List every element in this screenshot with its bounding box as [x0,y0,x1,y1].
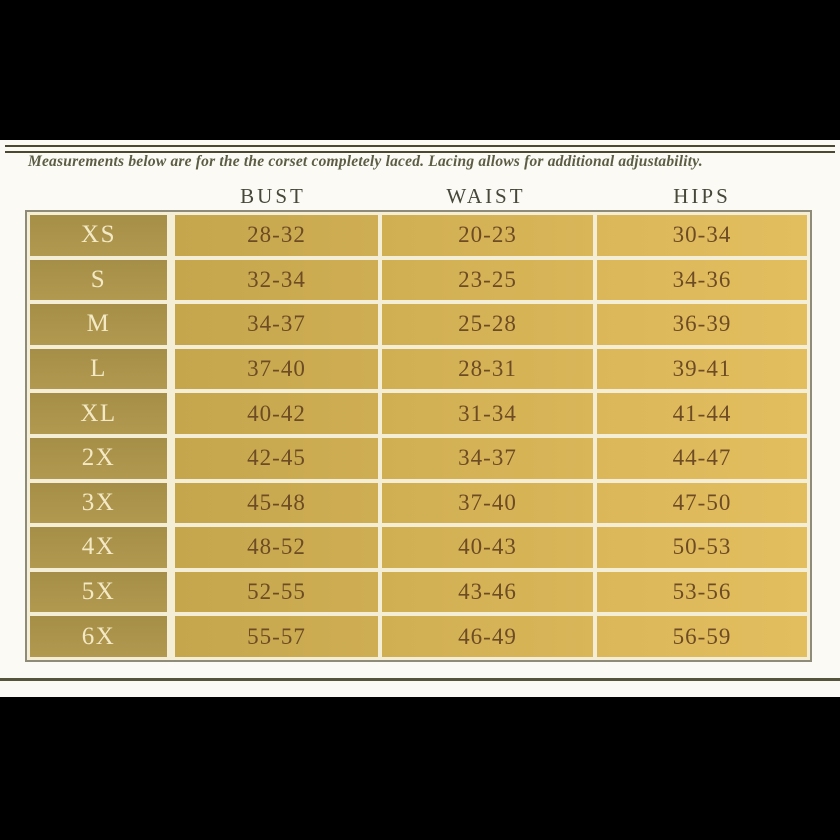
hips-value-cell: 56-59 [597,616,807,657]
size-label-cell: 6X [30,616,167,657]
waist-value-cell: 25-28 [382,304,593,345]
hips-value-cell: 41-44 [597,393,807,434]
table-row [30,616,807,657]
waist-value-cell: 43-46 [382,572,593,613]
size-label-cell: 2X [30,438,167,479]
waist-value-cell: 37-40 [382,483,593,524]
size-label-cell: 5X [30,572,167,613]
size-label-cell: S [30,260,167,301]
bottom-letterbox-bar [0,697,840,840]
hips-value-cell: 44-47 [597,438,807,479]
bottom-rule [0,678,840,681]
table-row [30,304,807,345]
waist-value-cell: 46-49 [382,616,593,657]
column-header-hips: HIPS [673,184,731,208]
hips-value-cell: 36-39 [597,304,807,345]
bust-value-cell: 48-52 [175,527,378,568]
bust-value-cell: 40-42 [175,393,378,434]
hips-value-cell: 53-56 [597,572,807,613]
top-letterbox-bar [0,0,840,140]
column-header-waist: WAIST [446,184,526,208]
top-double-rule [5,145,835,153]
bust-value-cell: 55-57 [175,616,378,657]
table-row [30,483,807,524]
size-chart-table [25,210,812,662]
hips-value-cell: 30-34 [597,215,807,256]
waist-value-cell: 23-25 [382,260,593,301]
table-row [30,260,807,301]
hips-value-cell: 39-41 [597,349,807,390]
bust-value-cell: 28-32 [175,215,378,256]
column-header-bust: BUST [240,184,306,208]
bust-value-cell: 42-45 [175,438,378,479]
waist-value-cell: 28-31 [382,349,593,390]
size-label-cell: M [30,304,167,345]
bust-value-cell: 34-37 [175,304,378,345]
bust-value-cell: 45-48 [175,483,378,524]
size-label-cell: L [30,349,167,390]
size-label-cell: 4X [30,527,167,568]
waist-value-cell: 31-34 [382,393,593,434]
size-label-cell: XL [30,393,167,434]
table-row [30,349,807,390]
hips-value-cell: 34-36 [597,260,807,301]
table-row [30,438,807,479]
bust-value-cell: 37-40 [175,349,378,390]
table-row [30,393,807,434]
bust-value-cell: 32-34 [175,260,378,301]
measurement-note: Measurements below are for the the corset completely laced. Lacing allows for additional adjustability. [28,153,703,170]
hips-value-cell: 47-50 [597,483,807,524]
waist-value-cell: 34-37 [382,438,593,479]
bust-value-cell: 52-55 [175,572,378,613]
waist-value-cell: 40-43 [382,527,593,568]
size-label-cell: 3X [30,483,167,524]
hips-value-cell: 50-53 [597,527,807,568]
table-row [30,572,807,613]
waist-value-cell: 20-23 [382,215,593,256]
table-row [30,527,807,568]
size-label-cell: XS [30,215,167,256]
table-row [30,215,807,256]
